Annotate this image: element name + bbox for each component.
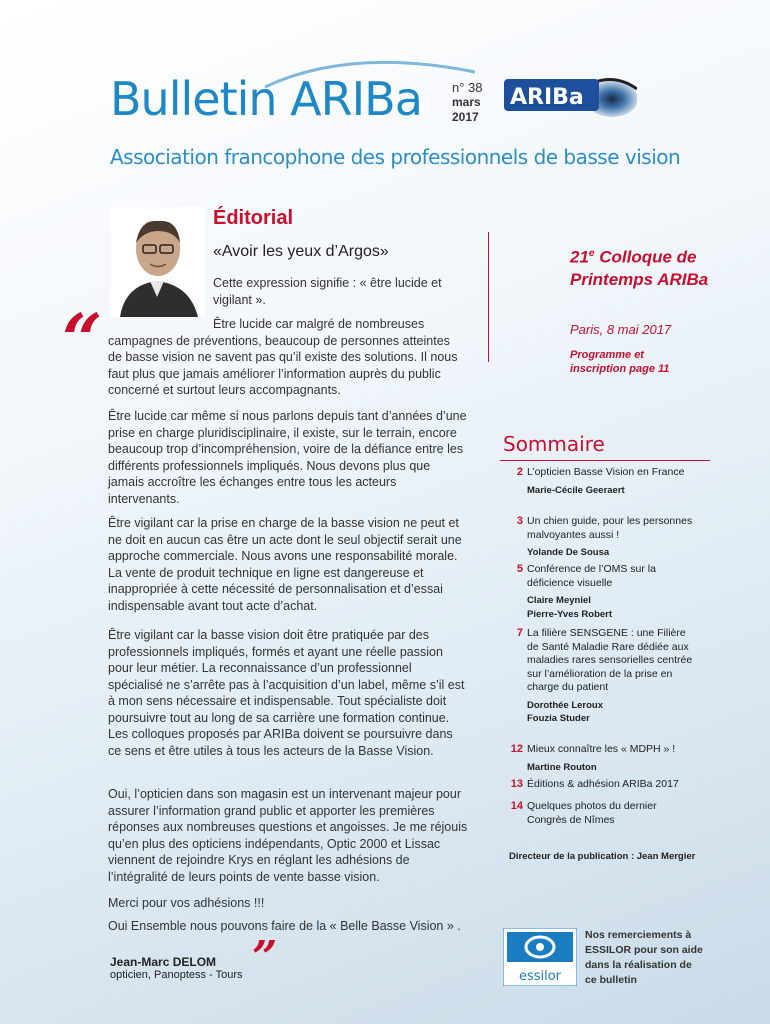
issue-info bbox=[452, 80, 483, 125]
issue-number: n° 38 bbox=[452, 80, 483, 95]
signature-role: opticien, Panoptess - Tours bbox=[110, 969, 243, 981]
sommaire-page: 13 bbox=[510, 778, 523, 790]
sommaire-title: Un chien guide, pour les personnes malvoyantes aussi ! bbox=[527, 515, 693, 541]
author-photo bbox=[110, 207, 205, 317]
close-quote-mark: ” bbox=[252, 932, 278, 983]
sommaire-page: 3 bbox=[516, 515, 523, 527]
issue-month: mars bbox=[452, 95, 481, 109]
editorial-paragraph-7: Merci pour vos adhésions !!! bbox=[108, 896, 265, 910]
ariba-logo bbox=[502, 73, 637, 123]
colloque-title: 21e Colloque de Printemps ARIBa bbox=[570, 247, 709, 289]
svg-text:ARIBa: ARIBa bbox=[510, 85, 584, 110]
open-quote-mark: “ bbox=[62, 298, 103, 381]
editorial-heading: Éditorial bbox=[213, 207, 294, 229]
svg-text:essilor: essilor bbox=[518, 969, 562, 984]
essilor-logo bbox=[503, 928, 577, 986]
editorial-paragraph-4: Être vigilant car la prise en charge de la basse vision ne peut et ne doit en aucun cas être un acte dont le seul objectif serait une approche commerciale. Nous avons une responsabilité morale. La vente de produit technique en ligne est dangereuse et inappropriée à cette nécessité de personnalisation et d’essai indispensable avant tout acte d’achat. bbox=[108, 516, 462, 613]
sponsor-thanks: Nos remerciements à ESSILOR pour son aide dans la réalisation de ce bulletin bbox=[585, 929, 703, 986]
sommaire-title: La filière SENSGENE : une Filière de Santé Maladie Rare dédiée aux maladies rares sensorielles centrée sur l’amélioration de la prise en charge du patient bbox=[527, 627, 693, 693]
sommaire-title: Quelques photos du dernier Congrès de Nîmes bbox=[527, 800, 657, 826]
sommaire-title: Mieux connaître les « MDPH » ! bbox=[527, 743, 676, 755]
bulletin-title: Bulletin ARIBa bbox=[110, 72, 422, 126]
sommaire-page: 5 bbox=[516, 563, 523, 575]
sommaire-author: Yolande De Sousa bbox=[527, 547, 610, 558]
publication-director: Directeur de la publication : Jean Mergier bbox=[509, 851, 696, 862]
colloque-note: Programme et inscription page 11 bbox=[570, 349, 670, 375]
sommaire-page: 14 bbox=[510, 800, 523, 812]
sommaire-title: Éditions & adhésion ARIBa 2017 bbox=[527, 778, 679, 790]
sommaire-title: L’opticien Basse Vision en France bbox=[527, 466, 685, 478]
sommaire-heading: Sommaire bbox=[503, 432, 605, 456]
editorial-paragraph-3: Être lucide car même si nous parlons depuis tant d’années d’une prise en charge pluridisciplinaire, il existe, sur le terrain, encore beaucoup trop d’incompréhension, voire de la défiance entre les différents professionnels impliqués. Nous devons plus que jamais accroître les échanges entre tous les acteurs intervenants. bbox=[108, 409, 467, 506]
editorial-quote-title: «Avoir les yeux d’Argos» bbox=[213, 243, 389, 260]
sommaire-page: 7 bbox=[516, 627, 523, 639]
sommaire-author: Dorothée Leroux Fouzia Studer bbox=[527, 699, 604, 724]
editorial-paragraph-2: Être lucide car malgré de nombreuses campagnes de préventions, beaucoup de personnes atteintes de basse vision ne savent pas qu’il existe des solutions. Il nous faut plus que jamais améliorer l’information auprès du public concerné et surtout leurs accompagnants. bbox=[108, 317, 458, 397]
issue-year: 2017 bbox=[452, 110, 479, 124]
sommaire-author: Marie-Cécile Geeraert bbox=[527, 484, 625, 496]
sommaire-page: 12 bbox=[510, 743, 523, 755]
editorial-paragraph-1: Cette expression signifie : « être lucide et vigilant ». bbox=[213, 276, 442, 307]
association-subtitle: Association francophone des professionnels de basse vision bbox=[110, 145, 681, 169]
editorial-paragraph-8: Oui Ensemble nous pouvons faire de la « Belle Basse Vision » . bbox=[108, 919, 461, 933]
colloque-divider bbox=[488, 232, 489, 362]
sommaire-author: Martine Routon bbox=[527, 761, 597, 773]
sommaire-divider bbox=[500, 460, 710, 461]
signature-name: Jean-Marc DELOM bbox=[110, 955, 217, 969]
editorial-paragraph-6: Oui, l’opticien dans son magasin est un intervenant majeur pour assurer l’information grand public et apporter les premières réponses aux nombreuses questions et angoisses. Je me réjouis qu’en plus des opticiens indépendants, Optic 2000 et Lissac viennent de rejoindre Krys en réglant les adhésions de l’intégralité de leurs points de vente basse vision. bbox=[108, 787, 468, 884]
sommaire-title: Conférence de l’OMS sur la déficience visuelle bbox=[527, 563, 656, 589]
editorial-paragraph-5: Être vigilant car la basse vision doit être pratiquée par des professionnels impliqués, formés et ayant une réelle passion pour leur métier. La reconnaissance d’un professionnel spécialisé ne s’arrête pas à l’acquisition d’un label, même s’il est à mon sens nécessaire et indispensable. Tout spécialiste doit poursuivre tout au long de sa carrière une formation continue. Les colloques proposés par ARIBa doivent se poursuivre dans ce sens et être utiles à tous les acteurs de la Basse Vision. bbox=[108, 628, 465, 758]
sommaire-author: Claire Meyniel Pierre-Yves Robert bbox=[527, 595, 613, 620]
colloque-date: Paris, 8 mai 2017 bbox=[570, 322, 672, 337]
sommaire-page: 2 bbox=[516, 466, 523, 478]
